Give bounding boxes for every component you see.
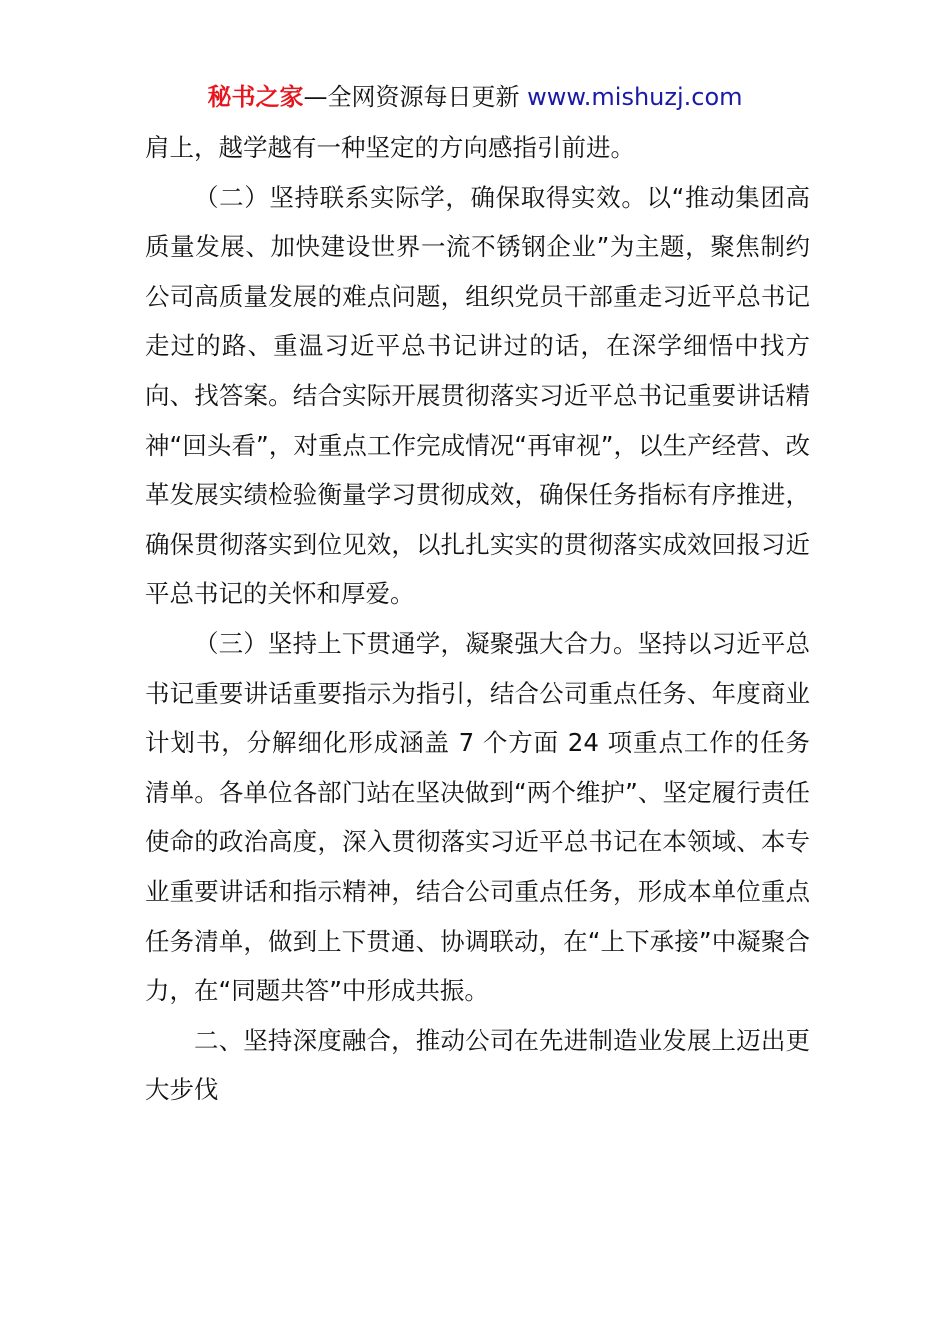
paragraph-section-2: （二）坚持联系实际学，确保取得实效。以“推动集团高质量发展、加快建设世界一流不锈钢企业”为主题，聚焦制约公司高质量发展的难点问题，组织党员干部重走习近平总书记走过的路、重温习近平总书记讲过的话，在深学细悟中找方向、找答案。结合实际开展贯彻落实习近平总书记重要讲话精神“回头看”，对重点工作完成情况“再审视”，以生产经营、改革发展实绩检验衡量学习贯彻成效，确保任务指标有序推进，确保贯彻落实到位见效，以扎扎实实的贯彻落实成效回报习近平总书记的关怀和厚爱。 bbox=[145, 182, 810, 609]
site-header bbox=[0, 82, 950, 112]
section-heading: 二、坚持深度融合，推动公司在先进制造业发展上迈出更大步伐 bbox=[145, 1025, 810, 1105]
paragraph-continuation: 肩上，越学越有一种坚定的方向感指引前进。 bbox=[145, 133, 635, 162]
document-body bbox=[145, 123, 810, 1115]
site-url-link[interactable]: www.mishuzj.com bbox=[527, 83, 743, 111]
brand-name: 秘书之家 bbox=[207, 83, 304, 111]
header-tagline: —全网资源每日更新 bbox=[303, 83, 528, 111]
paragraph-section-3: （三）坚持上下贯通学，凝聚强大合力。坚持以习近平总书记重要讲话重要指示为指引，结合公司重点任务、年度商业计划书，分解细化形成涵盖 7 个方面 24 项重点工作的任务清单。各单位各部门站在坚决做到“两个维护”、坚定履行责任使命的政治高度，深入贯彻落实习近平总书记在本领域、本专业重要讲话和指示精神，结合公司重点任务，形成本单位重点任务清单，做到上下贯通、协调联动，在“上下承接”中凝聚合力，在“同题共答”中形成共振。 bbox=[145, 628, 810, 1006]
